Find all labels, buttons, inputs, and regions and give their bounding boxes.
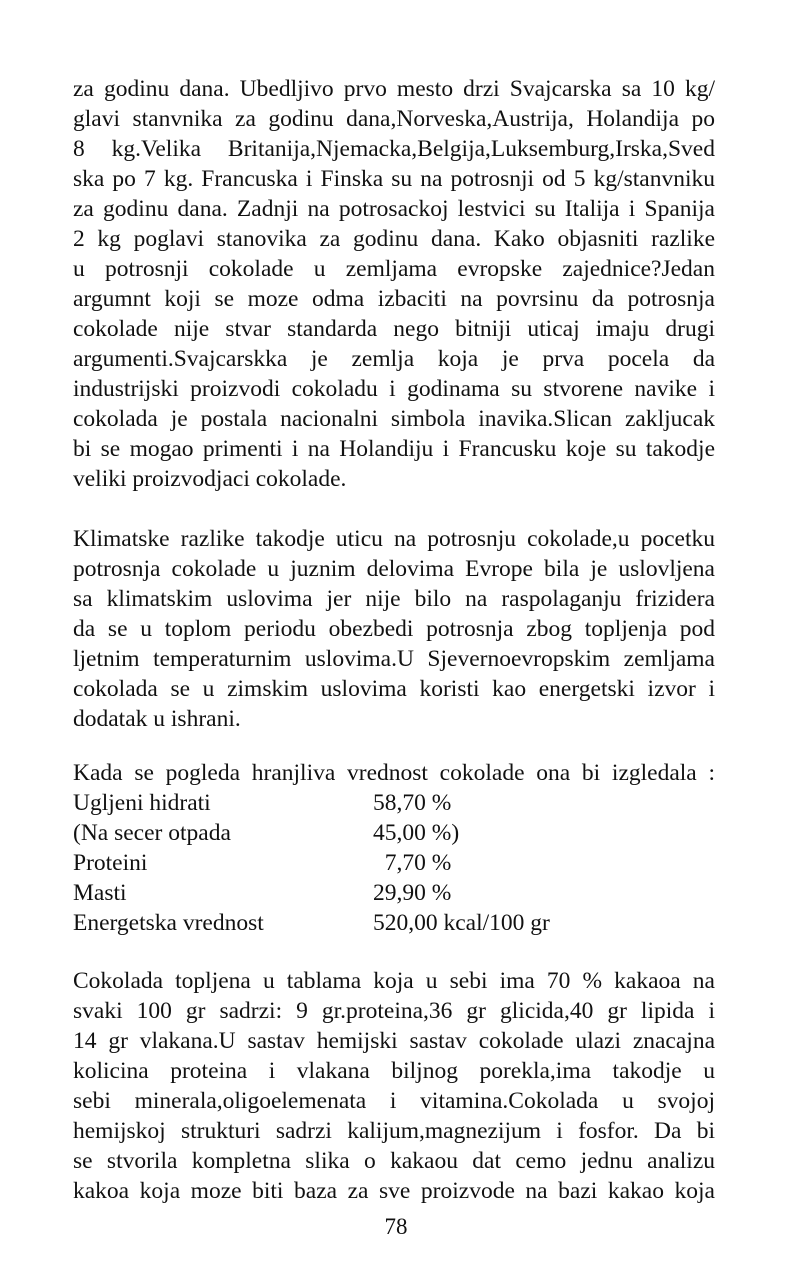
text-block (73, 74, 715, 1206)
nutrition-value: 520,00 kcal/100 gr (373, 910, 550, 936)
nutrition-row (73, 818, 715, 848)
nutrition-intro: Kada se pogleda hranjliva vrednost cokolade ona bi izgledala : (73, 760, 715, 786)
text-line: ska po 7 kg. Francuska i Finska su na potrosnji od 5 kg/stanvniku (73, 166, 715, 192)
nutrition-value: 58,70 % (373, 790, 452, 816)
text-line: hemijskoj strukturi sadrzi kalijum,magnezijum i fosfor. Da bi (73, 1118, 715, 1144)
nutrition-label: Ugljeni hidrati (73, 790, 211, 816)
nutrition-row (73, 908, 715, 938)
text-line: sa klimatskim uslovima jer nije bilo na raspolaganju frizidera (73, 586, 715, 612)
text-line: u potrosnji cokolade u zemljama evropske zajednice?Jedan (73, 256, 715, 282)
text-line: 2 kg poglavi stanovika za godinu dana. Kako objasniti razlike (73, 226, 715, 252)
text-line: bi se mogao primenti i na Holandiju i Francusku koje su takodje (73, 436, 715, 462)
nutrition-row (73, 848, 715, 878)
text-line: veliki proizvodjaci cokolade. (73, 466, 347, 492)
paragraph-composition (73, 966, 715, 1206)
text-line: argumenti.Svajcarskka je zemlja koja je prva pocela da (73, 346, 715, 372)
text-line: argumnt koji se moze odma izbaciti na povrsinu da potrosnja (73, 286, 715, 312)
text-line: sebi minerala,oligoelemenata i vitamina.Cokolada u svojoj (73, 1088, 715, 1114)
nutrition-table (73, 758, 715, 938)
text-line: kolicina proteina i vlakana biljnog porekla,ima takodje u (73, 1058, 715, 1084)
text-line: kakoa koja moze biti baza za sve proizvode na bazi kakao koja (73, 1178, 715, 1204)
paragraph-consumption (73, 74, 715, 494)
nutrition-row (73, 878, 715, 908)
nutrition-row (73, 788, 715, 818)
nutrition-label: Proteini (73, 850, 148, 876)
text-line: Cokolada topljena u tablama koja u sebi ima 70 % kakaoa na (73, 968, 715, 994)
text-line: za godinu dana. Zadnji na potrosackoj lestvici su Italija i Spanija (73, 196, 715, 222)
nutrition-label: (Na secer otpada (73, 820, 231, 846)
nutrition-value: 29,90 % (373, 880, 452, 906)
text-line: cokolade nije stvar standarda nego bitniji uticaj imaju drugi (73, 316, 715, 342)
text-line: ljetnim temperaturnim uslovima.U Sjevernoevropskim zemljama (73, 646, 715, 672)
text-line: dodatak u ishrani. (73, 706, 241, 732)
text-line: svaki 100 gr sadrzi: 9 gr.proteina,36 gr glicida,40 gr lipida i (73, 998, 715, 1024)
nutrition-label: Energetska vrednost (73, 910, 264, 936)
text-line: cokolada se u zimskim uslovima koristi kao energetski izvor i (73, 676, 715, 702)
text-line: 8 kg.Velika Britanija,Njemacka,Belgija,Luksemburg,Irska,Sved (73, 136, 715, 162)
nutrition-value: 7,70 % (373, 850, 452, 876)
text-line: da se u toplom periodu obezbedi potrosnja zbog topljenja pod (73, 616, 715, 642)
text-line: cokolada je postala nacionalni simbola inavika.Slican zakljucak (73, 406, 715, 432)
nutrition-label: Masti (73, 880, 127, 906)
text-line: glavi stanvnika za godinu dana,Norveska,Austrija, Holandija po (73, 106, 715, 132)
text-line: se stvorila kompletna slika o kakaou dat cemo jednu analizu (73, 1148, 715, 1174)
nutrition-value: 45,00 %) (373, 820, 460, 846)
text-line: industrijski proizvodi cokoladu i godinama su stvorene navike i (73, 376, 715, 402)
text-line: potrosnja cokolade u juznim delovima Evrope bila je uslovljena (73, 556, 715, 582)
paragraph-climate (73, 524, 715, 734)
page-number: 78 (384, 1214, 408, 1239)
text-line: 14 gr vlakana.U sastav hemijski sastav cokolade ulazi znacajna (73, 1028, 715, 1054)
text-line: za godinu dana. Ubedljivo prvo mesto drzi Svajcarska sa 10 kg/ (73, 76, 715, 102)
text-line: Klimatske razlike takodje uticu na potrosnju cokolade,u pocetku (73, 526, 715, 552)
